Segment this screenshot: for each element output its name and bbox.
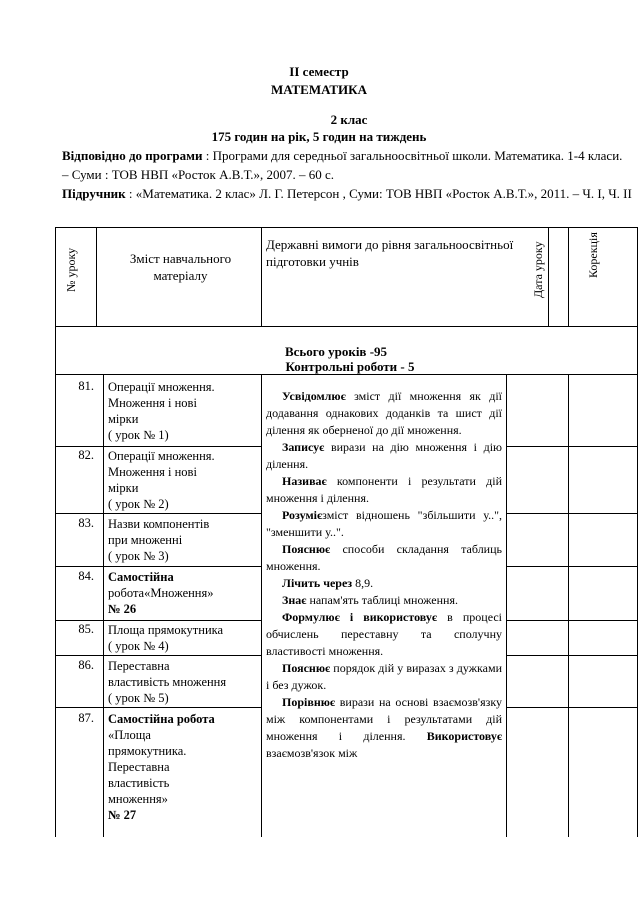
date-header: Дата уроку — [531, 241, 545, 298]
program-text: : Програми для середньої загальноосвітньої школи. Математика. 1-4 класи. – Суми : ТОВ НВП «Росток А.В.Т.», 2007. – 60 с. — [62, 148, 623, 182]
lesson-content: Назви компонентів при множенні ( урок № 3) — [108, 517, 210, 563]
lesson-number: 87. — [78, 711, 94, 725]
lesson-number: 85. — [78, 622, 94, 636]
semester-heading: ІІ семестр — [289, 64, 349, 79]
hours-heading: 175 годин на рік, 5 годин на тиждень — [211, 129, 427, 144]
textbook-label: Підручник — [62, 186, 126, 201]
lesson-content: Самостійна робота«Множення» № 26 — [108, 570, 214, 616]
requirements-text: Усвідомлює зміст дії множення як дії додавання однакових доданків та шист дії ділення як оберненої до дії множення. Записує вирази на дію множення і дію ділення. Називає компоненти і результати дій множення і ділення. Розумієзміст відношень "збільшити у..", "зменшити у..". Пояснює способи складання таблиць множення. Лічить через 8,9. Знає напам'ять таблиці множення. Формулює і використовує в процесі обчислень переставну та сполучну властивості множення. Пояснює порядок дій у виразах з дужками і без дужок. Порівнює вирази на основі взаємозв'язку між компонентами і результатами дій множення і ділення. Використовує взаємозв'язок між — [266, 389, 503, 760]
program-label: Відповідно до програми — [62, 148, 203, 163]
grade-heading: 2 клас — [330, 112, 368, 127]
lesson-number-header: № уроку — [64, 247, 78, 292]
textbook-text: : «Математика. 2 клас» Л. Г. Петерсон , Суми: ТОВ НВП «Росток А.В.Т.», 2011. – Ч. І, Ч. ІІ — [125, 186, 632, 201]
requirements-header: Державні вимоги до рівня загальноосвітньої підготовки учнів — [266, 237, 514, 269]
textbook-reference — [62, 184, 632, 203]
lesson-content: Операції множення. Множення і нові мірки ( урок № 2) — [108, 449, 215, 511]
program-reference — [62, 146, 632, 184]
lesson-content: Самостійна робота «Площа прямокутника. Переставна властивість множення» № 27 — [108, 712, 215, 822]
correction-header: Корекція — [586, 232, 600, 278]
lesson-number: 84. — [78, 569, 94, 583]
lesson-content: Переставна властивість множення ( урок № 5) — [108, 659, 227, 705]
total-lessons: Всього уроків -95 — [284, 344, 388, 359]
lesson-number: 86. — [78, 658, 94, 672]
lesson-number: 82. — [78, 448, 94, 462]
lesson-content: Операції множення. Множення і нові мірки ( урок № 1) — [108, 380, 215, 442]
subject-heading: МАТЕМАТИКА — [271, 82, 367, 97]
content-header: Зміст навчального матеріалу — [129, 251, 232, 283]
lesson-content: Площа прямокутника ( урок № 4) — [108, 623, 224, 653]
tests-count: Контрольні роботи - 5 — [285, 359, 415, 374]
lesson-number: 81. — [78, 379, 94, 393]
lesson-number: 83. — [78, 516, 94, 530]
